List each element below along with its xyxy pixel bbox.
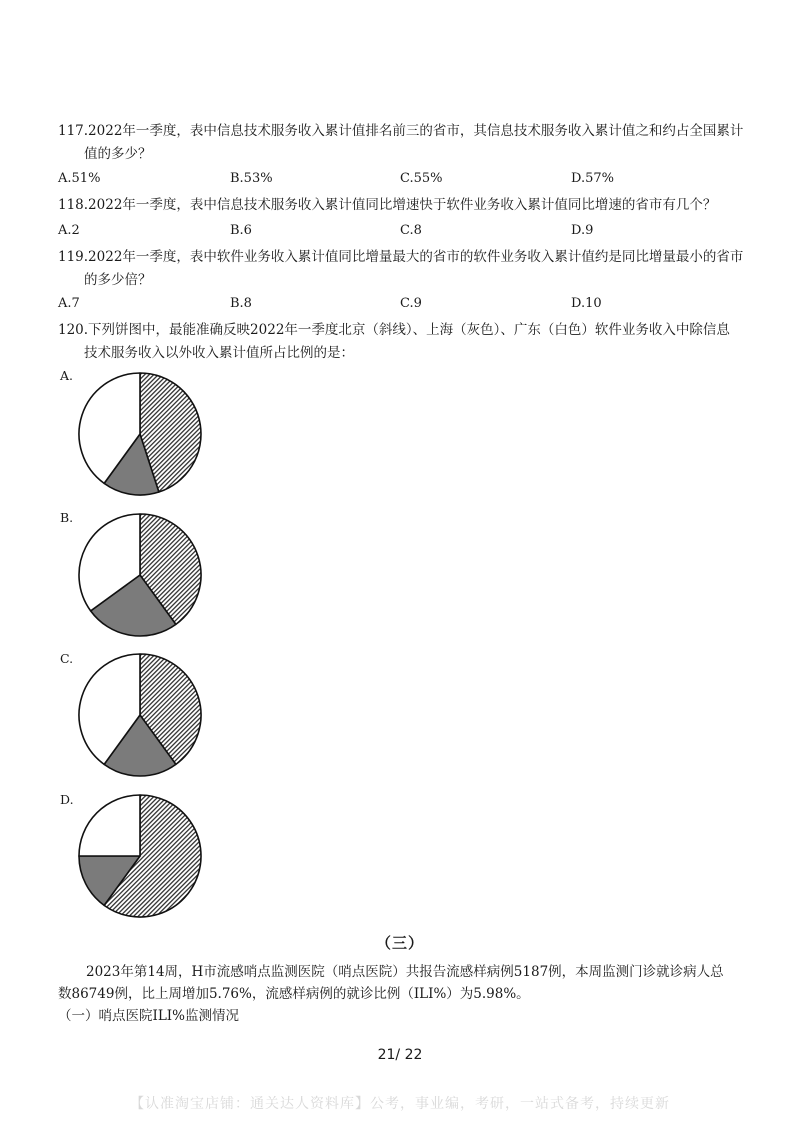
question-118-option-d: D.9	[571, 223, 594, 238]
question-119-text-cont: 的多少倍？	[84, 272, 152, 288]
watermark-text: 【认准淘宝店铺：通关达人资料库】公考，事业编，考研，一站式备考，持续更新	[130, 1096, 670, 1112]
question-120-text: 120.下列饼图中，最能准确反映2022年一季度北京（斜线）、上海（灰色）、广东（白色）软件业务收入中除信息	[58, 322, 730, 338]
question-118-option-c: C.8	[400, 223, 422, 238]
pie-chart-c	[76, 651, 204, 779]
page-number: 21/ 22	[377, 1047, 423, 1063]
pie-chart-d	[76, 792, 204, 920]
question-117-text: 117.2022年一季度，表中信息技术服务收入累计值排名前三的省市，其信息技术服务收入累计值之和约占全国累计	[58, 123, 744, 139]
question-117-option-b: B.53%	[230, 171, 273, 186]
section-paragraph-line2: 数86749例，比上周增加5.76%，流感样病例的就诊比例（ILI%）为5.98%。	[58, 986, 530, 1002]
question-118-text: 118.2022年一季度，表中信息技术服务收入累计值同比增速快于软件业务收入累计值同比增速的省市有几个？	[58, 197, 717, 213]
pie-chart-a	[76, 370, 204, 498]
question-119-text: 119.2022年一季度，表中软件业务收入累计值同比增量最大的省市的软件业务收入累计值约是同比增量最小的省市	[58, 249, 744, 265]
question-117-text-cont: 值的多少？	[84, 146, 152, 162]
question-120-text-cont: 技术服务收入以外收入累计值所占比例的是：	[84, 345, 354, 361]
pie-chart-b	[76, 511, 204, 639]
question-118-option-a: A.2	[58, 223, 80, 238]
pie-option-a-label: A.	[60, 368, 74, 383]
question-118-option-b: B.6	[230, 223, 252, 238]
section-title: （三）	[375, 934, 424, 952]
question-119-option-c: C.9	[400, 296, 422, 311]
question-119-option-d: D.10	[571, 296, 602, 311]
section-subheading: （一）哨点医院ILI%监测情况	[58, 1008, 239, 1024]
question-117-option-c: C.55%	[400, 171, 443, 186]
section-paragraph-line1: 2023年第14周，H市流感哨点监测医院（哨点医院）共报告流感样病例5187例，本周监测门诊就诊病人总	[86, 964, 724, 980]
question-117-option-a: A.51%	[58, 171, 101, 186]
pie-option-d-label: D.	[60, 792, 74, 807]
pie-slice-white	[79, 795, 140, 856]
question-117-option-d: D.57%	[571, 171, 614, 186]
pie-option-b-label: B.	[60, 510, 74, 525]
pie-option-c-label: C.	[60, 651, 74, 666]
question-119-option-b: B.8	[230, 296, 252, 311]
question-119-option-a: A.7	[58, 296, 80, 311]
